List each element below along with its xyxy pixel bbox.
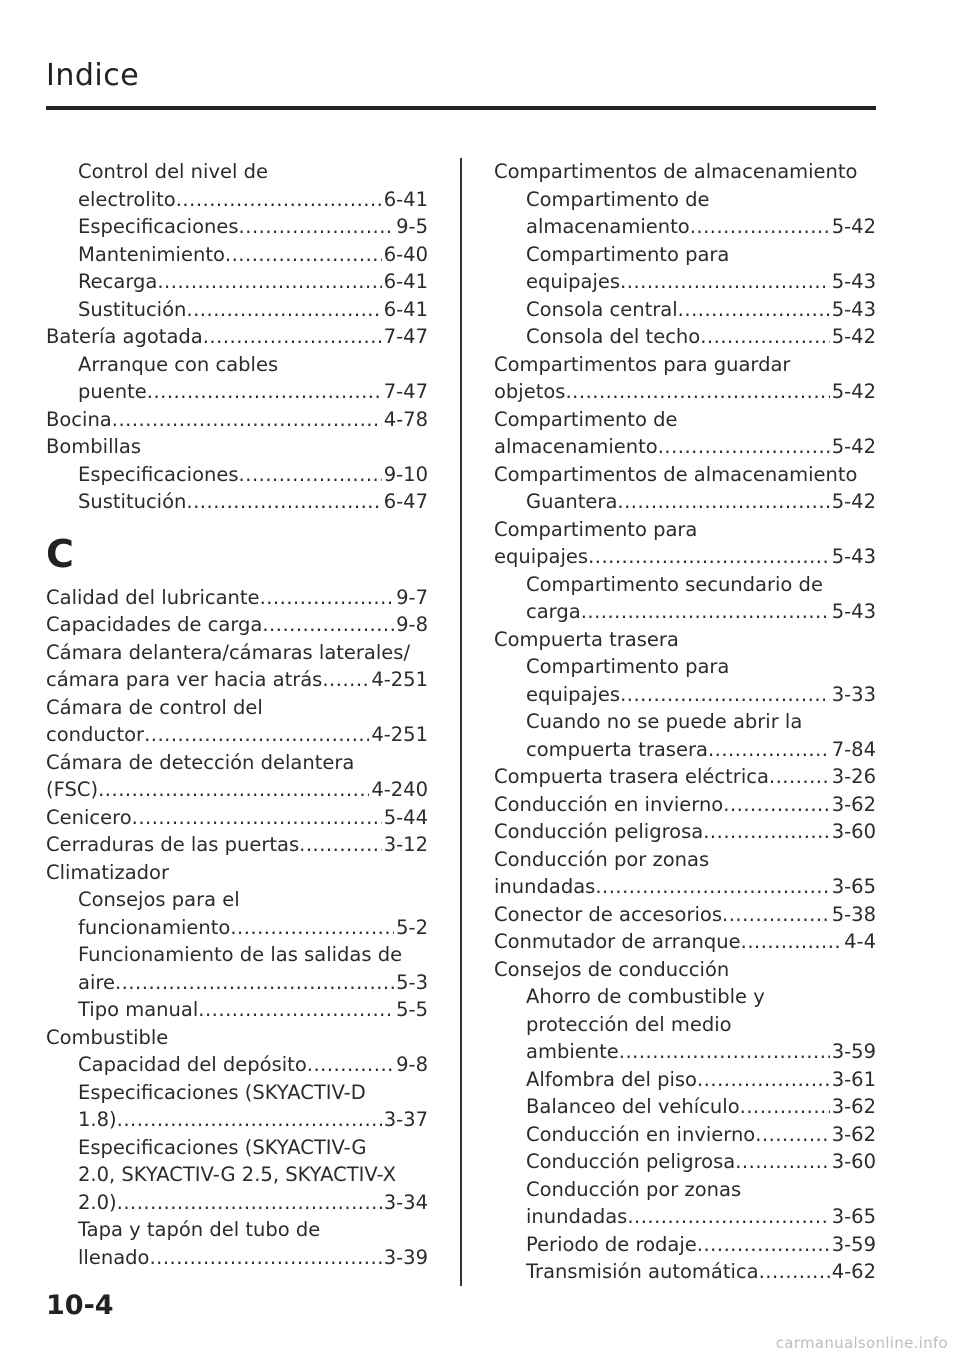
dot-leader bbox=[262, 611, 394, 639]
entry-page-ref: 5-43 bbox=[831, 270, 876, 293]
dot-leader bbox=[186, 488, 381, 516]
index-subentry bbox=[46, 886, 428, 914]
entry-text: Capacidad del depósito bbox=[78, 1053, 307, 1076]
index-entry bbox=[494, 791, 876, 819]
entry-text: Consejos de conducción bbox=[494, 957, 730, 981]
entry-text: Compartimento para bbox=[526, 655, 730, 678]
index-subentry bbox=[46, 378, 428, 406]
index-subentry bbox=[494, 241, 876, 269]
entry-page-ref: 5-43 bbox=[831, 297, 876, 321]
entry-text: Combustible bbox=[46, 1025, 169, 1049]
index-entry bbox=[46, 584, 428, 612]
entry-text: Compartimento de bbox=[494, 407, 678, 431]
dot-leader bbox=[581, 598, 830, 626]
index-entry bbox=[46, 859, 428, 887]
entry-text: Periodo de rodaje bbox=[526, 1232, 697, 1256]
dot-leader bbox=[117, 1106, 382, 1134]
entry-text: inundadas bbox=[526, 1205, 628, 1228]
watermark: carmanualsonline.info bbox=[775, 1334, 948, 1352]
index-subentry bbox=[46, 969, 428, 997]
dot-leader bbox=[740, 1093, 830, 1121]
entry-page-ref: 4-4 bbox=[844, 930, 876, 953]
entry-text: Sustitución bbox=[78, 490, 187, 513]
dot-leader bbox=[260, 584, 395, 612]
entry-page-ref: 9-7 bbox=[396, 585, 428, 609]
index-subentry bbox=[494, 736, 876, 764]
index-subentry bbox=[46, 461, 428, 489]
dot-leader bbox=[186, 296, 381, 324]
dot-leader bbox=[697, 1066, 830, 1094]
index-subentry bbox=[46, 1161, 428, 1189]
entry-text: equipajes bbox=[526, 682, 621, 706]
index-subentry bbox=[46, 1216, 428, 1244]
entry-text: Compuerta trasera bbox=[494, 627, 679, 651]
index-entry bbox=[494, 873, 876, 901]
dot-leader bbox=[620, 268, 830, 296]
dot-leader bbox=[307, 1051, 394, 1079]
index-subentry bbox=[46, 351, 428, 379]
entry-page-ref: 5-42 bbox=[831, 325, 876, 348]
entry-text: Conducción peligrosa bbox=[526, 1150, 736, 1173]
entry-text: Compartimentos de almacenamiento bbox=[494, 160, 858, 183]
index-subentry bbox=[494, 1038, 876, 1066]
entry-text: Transmisión automática bbox=[526, 1260, 759, 1283]
index-subentry bbox=[46, 186, 428, 214]
index-column-left bbox=[46, 158, 428, 1271]
dot-leader bbox=[198, 996, 394, 1024]
dot-leader bbox=[117, 1189, 382, 1217]
index-subentry bbox=[494, 983, 876, 1011]
entry-text: 2.0, SKYACTIV-G 2.5, SKYACTIV-X bbox=[78, 1163, 396, 1186]
entry-page-ref: 5-43 bbox=[831, 545, 876, 568]
entry-page-ref: 9-8 bbox=[396, 1053, 428, 1076]
entry-page-ref: 5-5 bbox=[396, 998, 428, 1021]
dot-leader bbox=[617, 488, 829, 516]
entry-text: Consejos para el bbox=[78, 888, 240, 911]
index-subentry bbox=[46, 1189, 428, 1217]
entry-page-ref: 5-2 bbox=[396, 915, 428, 939]
entry-text: protección del medio bbox=[526, 1012, 732, 1036]
index-subentry bbox=[46, 1051, 428, 1079]
index-subentry bbox=[494, 1258, 876, 1286]
index-subentry bbox=[494, 571, 876, 599]
dot-leader bbox=[678, 296, 830, 324]
entry-text: Funcionamiento de las salidas de bbox=[78, 943, 403, 966]
index-subentry bbox=[46, 1079, 428, 1107]
entry-page-ref: 3-61 bbox=[831, 1067, 876, 1091]
entry-text: objetos bbox=[494, 380, 566, 403]
dot-leader bbox=[98, 776, 369, 804]
dot-leader bbox=[147, 378, 382, 406]
index-subentry bbox=[46, 996, 428, 1024]
index-subentry bbox=[46, 241, 428, 269]
entry-text: ambiente bbox=[526, 1040, 619, 1063]
entry-page-ref: 4-78 bbox=[383, 407, 428, 431]
dot-leader bbox=[299, 831, 382, 859]
entry-page-ref: 6-40 bbox=[383, 242, 428, 266]
entry-text: equipajes bbox=[526, 270, 621, 293]
index-entry bbox=[46, 1024, 428, 1052]
header-rule bbox=[46, 106, 876, 110]
dot-leader bbox=[132, 804, 382, 832]
index-subentry bbox=[46, 488, 428, 516]
dot-leader bbox=[112, 406, 382, 434]
entry-page-ref: 3-65 bbox=[831, 1205, 876, 1228]
entry-page-ref: 7-47 bbox=[383, 380, 428, 403]
entry-text: Conducción por zonas bbox=[494, 847, 710, 871]
dot-leader bbox=[755, 1121, 829, 1149]
entry-text: funcionamiento bbox=[78, 915, 231, 939]
index-subentry bbox=[494, 653, 876, 681]
entry-text: Conducción en invierno bbox=[494, 792, 724, 816]
entry-page-ref: 4-240 bbox=[371, 778, 428, 801]
dot-leader bbox=[588, 543, 830, 571]
index-entry bbox=[494, 406, 876, 434]
entry-text: 2.0) bbox=[78, 1190, 117, 1214]
index-subentry bbox=[494, 296, 876, 324]
entry-text: Compartimentos de almacenamiento bbox=[494, 462, 858, 486]
entry-text: Mantenimiento bbox=[78, 242, 225, 266]
entry-text: equipajes bbox=[494, 545, 589, 568]
index-entry bbox=[46, 776, 428, 804]
entry-page-ref: 3-65 bbox=[831, 875, 876, 898]
entry-text: Conmutador de arranque bbox=[494, 930, 741, 953]
dot-leader bbox=[239, 213, 395, 241]
entry-page-ref: 3-33 bbox=[831, 682, 876, 706]
index-entry bbox=[46, 804, 428, 832]
entry-text: Tipo manual bbox=[78, 998, 199, 1021]
entry-page-ref: 7-47 bbox=[383, 325, 428, 348]
entry-page-ref: 3-26 bbox=[831, 765, 876, 788]
entry-text: Especificaciones (SKYACTIV-G bbox=[78, 1135, 367, 1159]
entry-text: Conducción peligrosa bbox=[494, 820, 704, 843]
entry-page-ref: 6-41 bbox=[383, 270, 428, 293]
entry-text: compuerta trasera bbox=[526, 737, 708, 761]
entry-page-ref: 5-42 bbox=[831, 435, 876, 458]
index-subentry bbox=[494, 1011, 876, 1039]
entry-text: almacenamiento bbox=[526, 215, 690, 238]
entry-text: Climatizador bbox=[46, 860, 169, 884]
entry-page-ref: 5-38 bbox=[831, 902, 876, 926]
index-entry bbox=[46, 639, 428, 667]
entry-text: puente bbox=[78, 380, 147, 403]
dot-leader bbox=[741, 928, 843, 956]
entry-text: Compartimento para bbox=[526, 242, 730, 266]
index-subentry bbox=[46, 914, 428, 942]
dot-leader bbox=[620, 681, 830, 709]
index-entry bbox=[494, 461, 876, 489]
entry-text: (FSC) bbox=[46, 778, 99, 801]
entry-text: Arranque con cables bbox=[78, 352, 279, 376]
page-number: 10-4 bbox=[46, 1290, 114, 1321]
entry-page-ref: 9-10 bbox=[383, 462, 428, 486]
index-entry bbox=[46, 694, 428, 722]
index-subentry bbox=[46, 941, 428, 969]
entry-text: Alfombra del piso bbox=[526, 1067, 697, 1091]
entry-text: Sustitución bbox=[78, 297, 187, 321]
index-entry bbox=[46, 666, 428, 694]
entry-text: Capacidades de carga bbox=[46, 613, 263, 636]
index-subentry bbox=[494, 1203, 876, 1231]
dot-leader bbox=[723, 791, 829, 819]
index-entry bbox=[494, 351, 876, 379]
dot-leader bbox=[700, 323, 830, 351]
index-entry bbox=[46, 749, 428, 777]
entry-page-ref: 9-8 bbox=[396, 613, 428, 636]
index-subentry bbox=[46, 213, 428, 241]
entry-text: Control del nivel de bbox=[78, 160, 268, 183]
index-entry bbox=[494, 626, 876, 654]
index-entry bbox=[46, 721, 428, 749]
entry-text: Batería agotada bbox=[46, 325, 203, 348]
dot-leader bbox=[708, 736, 830, 764]
entry-text: cámara para ver hacia atrás bbox=[46, 668, 323, 691]
entry-page-ref: 3-37 bbox=[383, 1108, 428, 1131]
entry-text: 1.8) bbox=[78, 1108, 117, 1131]
index-subentry bbox=[494, 1121, 876, 1149]
index-subentry bbox=[46, 158, 428, 186]
entry-page-ref: 9-5 bbox=[396, 215, 428, 238]
entry-text: Conducción en invierno bbox=[526, 1122, 756, 1146]
index-entry bbox=[494, 433, 876, 461]
index-entry bbox=[46, 433, 428, 461]
entry-text: Conducción por zonas bbox=[526, 1177, 742, 1201]
entry-text: Cenicero bbox=[46, 805, 132, 829]
entry-page-ref: 6-47 bbox=[383, 490, 428, 513]
entry-text: Tapa y tapón del tubo de bbox=[78, 1218, 321, 1241]
entry-text: Cuando no se puede abrir la bbox=[526, 710, 803, 733]
dot-leader bbox=[690, 213, 830, 241]
entry-page-ref: 3-62 bbox=[831, 792, 876, 816]
index-entry bbox=[494, 543, 876, 571]
entry-text: Cerraduras de las puertas bbox=[46, 833, 300, 856]
index-subentry bbox=[494, 1066, 876, 1094]
entry-page-ref: 3-60 bbox=[831, 1150, 876, 1173]
entry-page-ref: 3-62 bbox=[831, 1095, 876, 1118]
entry-text: Compartimento para bbox=[494, 517, 698, 541]
dot-leader bbox=[225, 241, 382, 269]
dot-leader bbox=[769, 763, 830, 791]
entry-page-ref: 6-41 bbox=[383, 297, 428, 321]
entry-page-ref: 5-42 bbox=[831, 490, 876, 513]
entry-text: Calidad del lubricante bbox=[46, 585, 260, 609]
entry-text: almacenamiento bbox=[494, 435, 658, 458]
entry-text: Compartimento de bbox=[526, 187, 710, 211]
index-subentry bbox=[494, 488, 876, 516]
entry-text: Conector de accesorios bbox=[494, 902, 722, 926]
dot-leader bbox=[658, 433, 830, 461]
entry-page-ref: 6-41 bbox=[383, 187, 428, 211]
dot-leader bbox=[239, 461, 382, 489]
entry-page-ref: 3-62 bbox=[831, 1122, 876, 1146]
entry-text: inundadas bbox=[494, 875, 596, 898]
entry-page-ref: 5-44 bbox=[383, 805, 428, 829]
index-entry bbox=[494, 846, 876, 874]
page-title: Indice bbox=[46, 58, 140, 93]
index-subentry bbox=[494, 598, 876, 626]
index-subentry bbox=[494, 213, 876, 241]
index-subentry bbox=[494, 1176, 876, 1204]
index-entry bbox=[494, 818, 876, 846]
entry-text: Bombillas bbox=[46, 435, 142, 458]
dot-leader bbox=[115, 969, 394, 997]
entry-page-ref: 5-3 bbox=[396, 970, 428, 994]
index-subentry bbox=[46, 268, 428, 296]
dot-leader bbox=[230, 914, 394, 942]
column-divider bbox=[460, 158, 462, 1286]
dot-leader bbox=[627, 1203, 829, 1231]
entry-text: Especificaciones (SKYACTIV-D bbox=[78, 1080, 366, 1104]
dot-leader bbox=[157, 268, 381, 296]
dot-leader bbox=[703, 818, 830, 846]
entry-page-ref: 3-12 bbox=[383, 833, 428, 856]
index-entry bbox=[494, 901, 876, 929]
index-entry bbox=[494, 516, 876, 544]
entry-text: Recarga bbox=[78, 270, 158, 293]
index-subentry bbox=[494, 1148, 876, 1176]
dot-leader bbox=[735, 1148, 830, 1176]
index-subentry bbox=[494, 268, 876, 296]
entry-text: Balanceo del vehículo bbox=[526, 1095, 740, 1118]
index-entry bbox=[494, 956, 876, 984]
index-entry bbox=[494, 378, 876, 406]
entry-text: Cámara de detección delantera bbox=[46, 750, 355, 774]
entry-text: carga bbox=[526, 600, 581, 623]
entry-text: Cámara de control del bbox=[46, 695, 263, 719]
index-entry bbox=[46, 611, 428, 639]
entry-page-ref: 4-62 bbox=[831, 1260, 876, 1283]
index-subentry bbox=[494, 1093, 876, 1121]
entry-text: Especificaciones bbox=[78, 215, 239, 238]
entry-page-ref: 3-39 bbox=[383, 1245, 428, 1269]
entry-text: Compartimentos para guardar bbox=[494, 352, 791, 376]
dot-leader bbox=[144, 721, 369, 749]
entry-page-ref: 4-251 bbox=[371, 723, 428, 746]
index-subentry bbox=[494, 323, 876, 351]
entry-page-ref: 3-59 bbox=[831, 1040, 876, 1063]
entry-text: electrolito bbox=[78, 187, 176, 211]
dot-leader bbox=[619, 1038, 830, 1066]
entry-text: Compuerta trasera eléctrica bbox=[494, 765, 769, 788]
entry-text: Consola del techo bbox=[526, 325, 701, 348]
index-entry bbox=[46, 406, 428, 434]
index-entry bbox=[46, 323, 428, 351]
entry-text: Compartimento secundario de bbox=[526, 572, 823, 596]
entry-page-ref: 5-43 bbox=[831, 600, 876, 623]
index-subentry bbox=[494, 1231, 876, 1259]
entry-text: conductor bbox=[46, 723, 145, 746]
dot-leader bbox=[203, 323, 382, 351]
entry-page-ref: 7-84 bbox=[831, 737, 876, 761]
index-entry bbox=[46, 831, 428, 859]
section-letter: C bbox=[46, 531, 74, 576]
entry-text: aire bbox=[78, 970, 115, 994]
index-entry bbox=[494, 928, 876, 956]
index-entry bbox=[494, 158, 876, 186]
index-subentry bbox=[494, 186, 876, 214]
index-subentry bbox=[494, 708, 876, 736]
entry-page-ref: 3-60 bbox=[831, 820, 876, 843]
index-subentry bbox=[46, 1106, 428, 1134]
entry-page-ref: 5-42 bbox=[831, 380, 876, 403]
entry-page-ref: 4-251 bbox=[371, 668, 428, 691]
dot-leader bbox=[697, 1231, 830, 1259]
index-entry bbox=[494, 763, 876, 791]
entry-page-ref: 3-34 bbox=[383, 1190, 428, 1214]
index-subentry bbox=[46, 1244, 428, 1272]
dot-leader bbox=[176, 186, 382, 214]
entry-page-ref: 5-42 bbox=[831, 215, 876, 238]
index-subentry bbox=[494, 681, 876, 709]
entry-text: Consola central bbox=[526, 297, 678, 321]
entry-text: llenado bbox=[78, 1245, 150, 1269]
dot-leader bbox=[149, 1244, 381, 1272]
index-subentry bbox=[46, 1134, 428, 1162]
entry-text: Guantera bbox=[526, 490, 618, 513]
entry-text: Bocina bbox=[46, 407, 112, 431]
dot-leader bbox=[565, 378, 829, 406]
dot-leader bbox=[722, 901, 830, 929]
entry-text: Ahorro de combustible y bbox=[526, 985, 765, 1008]
entry-text: Especificaciones bbox=[78, 462, 239, 486]
index-subentry bbox=[46, 296, 428, 324]
dot-leader bbox=[322, 666, 369, 694]
dot-leader bbox=[595, 873, 829, 901]
entry-page-ref: 3-59 bbox=[831, 1232, 876, 1256]
dot-leader bbox=[759, 1258, 830, 1286]
index-column-right bbox=[494, 158, 876, 1286]
entry-text: Cámara delantera/cámaras laterales/ bbox=[46, 640, 411, 664]
